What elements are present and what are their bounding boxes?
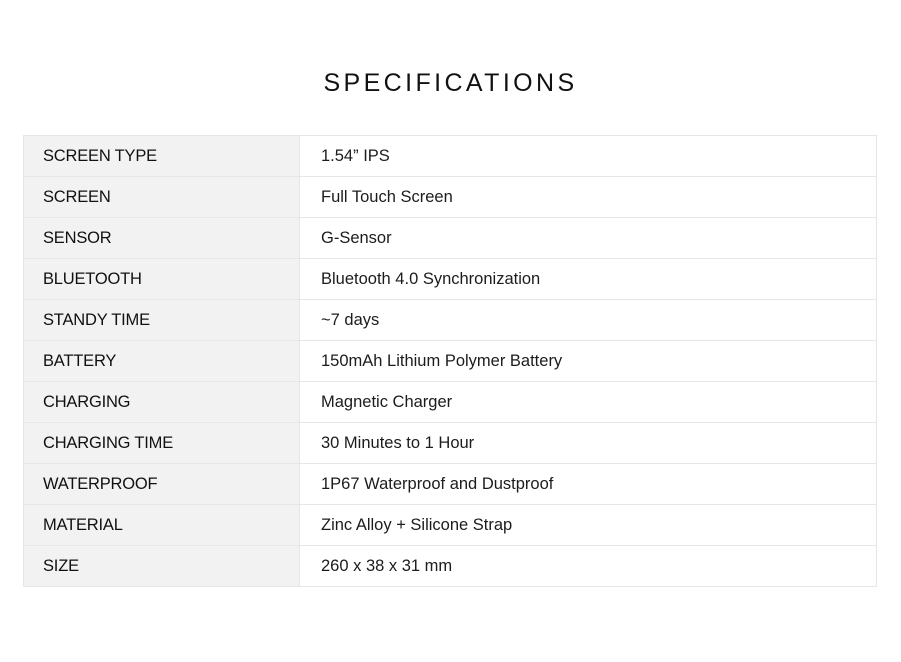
spec-value: 30 Minutes to 1 Hour (300, 423, 877, 464)
spec-value: 260 x 38 x 31 mm (300, 546, 877, 587)
spec-row-bluetooth (24, 259, 877, 300)
spec-value: 1P67 Waterproof and Dustproof (300, 464, 877, 505)
spec-value: Full Touch Screen (300, 177, 877, 218)
spec-value: Magnetic Charger (300, 382, 877, 423)
spec-value: Zinc Alloy + Silicone Strap (300, 505, 877, 546)
spec-row-material (24, 505, 877, 546)
spec-label: WATERPROOF (24, 464, 300, 505)
spec-value: ~7 days (300, 300, 877, 341)
spec-label: CHARGING (24, 382, 300, 423)
spec-row-screen (24, 177, 877, 218)
spec-value: 150mAh Lithium Polymer Battery (300, 341, 877, 382)
spec-row-size (24, 546, 877, 587)
spec-row-screen-type (24, 136, 877, 177)
spec-label: SCREEN TYPE (24, 136, 300, 177)
spec-value: 1.54” IPS (300, 136, 877, 177)
spec-value: Bluetooth 4.0 Synchronization (300, 259, 877, 300)
spec-label: BATTERY (24, 341, 300, 382)
spec-label: SENSOR (24, 218, 300, 259)
spec-label: SIZE (24, 546, 300, 587)
spec-label: CHARGING TIME (24, 423, 300, 464)
specifications-table (23, 135, 877, 587)
spec-row-standy-time (24, 300, 877, 341)
spec-label: BLUETOOTH (24, 259, 300, 300)
spec-row-battery (24, 341, 877, 382)
spec-row-waterproof (24, 464, 877, 505)
spec-row-charging (24, 382, 877, 423)
spec-label: MATERIAL (24, 505, 300, 546)
page-title: SPECIFICATIONS (323, 68, 578, 97)
spec-label: STANDY TIME (24, 300, 300, 341)
spec-value: G-Sensor (300, 218, 877, 259)
spec-row-sensor (24, 218, 877, 259)
spec-row-charging-time (24, 423, 877, 464)
spec-label: SCREEN (24, 177, 300, 218)
